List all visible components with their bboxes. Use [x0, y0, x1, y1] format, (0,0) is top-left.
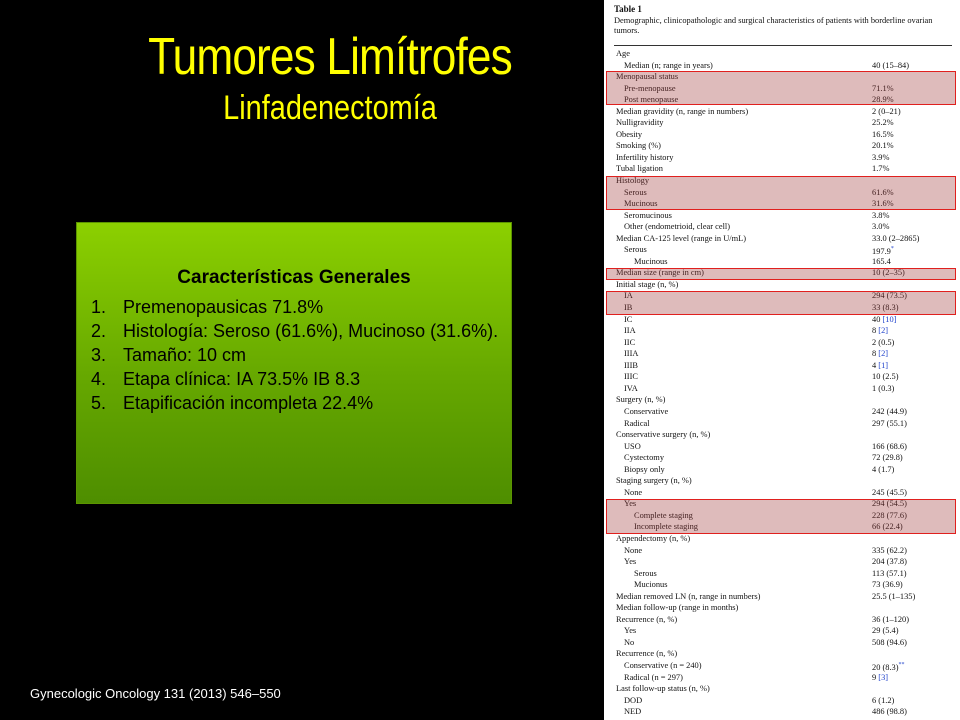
table-row	[614, 314, 952, 326]
table-row-label: IIIA	[624, 349, 639, 359]
table-row-value: 25.2%	[872, 118, 894, 128]
summary-item	[91, 391, 501, 415]
table-row-value: 25.5 (1–135)	[872, 591, 916, 601]
table-row	[614, 591, 952, 603]
table-row-label: USO	[624, 441, 641, 451]
table-row	[614, 637, 952, 649]
table-row	[614, 648, 952, 660]
table-label: Table 1	[614, 4, 642, 14]
table-row-value-cell	[872, 221, 889, 233]
table-row	[614, 614, 952, 626]
table-row-value: 335 (62.2)	[872, 545, 907, 555]
summary-item-number: 1.	[91, 297, 107, 317]
table-row-value-cell	[872, 695, 894, 707]
table-row	[614, 418, 952, 430]
table-row-label: No	[624, 637, 635, 647]
table-row-label: Serous	[624, 245, 647, 255]
table-row	[614, 394, 952, 406]
table-row-label: Median (n; range in years)	[624, 60, 713, 70]
table-row	[614, 233, 952, 245]
table-row-label: Mucionus	[634, 580, 668, 590]
table-row	[614, 279, 952, 291]
table-row-value: 8	[872, 326, 879, 336]
table-row-value-cell	[872, 233, 919, 245]
table-row-value: 3.0%	[872, 222, 890, 232]
table-row	[614, 406, 952, 418]
summary-box	[76, 222, 512, 504]
table-row	[614, 106, 952, 118]
table-row-value: 33 (8.3)	[872, 303, 899, 313]
table-row-value: 3.8%	[872, 210, 890, 220]
table-row-label: IVA	[624, 383, 638, 393]
table-row-value: 1 (0.3)	[872, 383, 895, 393]
table-row-ref: [1]	[878, 360, 889, 370]
table-row-value-cell	[872, 579, 903, 591]
table-row-label: Smoking (%)	[616, 141, 661, 151]
table-row-value: 242 (44.9)	[872, 406, 907, 416]
table-row-label: Tubal ligation	[616, 164, 663, 174]
table-row	[614, 556, 952, 568]
table-row-value-cell	[872, 360, 888, 372]
table-row-ref: [2]	[878, 326, 889, 336]
summary-item-number: 5.	[91, 393, 107, 413]
table-row-value: 508 (94.6)	[872, 637, 907, 647]
table-row	[614, 464, 952, 476]
summary-item	[91, 367, 501, 391]
table-row-label: IA	[624, 291, 633, 301]
table-row-label: Conservative (n = 240)	[624, 660, 702, 670]
table-row-value: 486 (98.8)	[872, 707, 907, 717]
table-row	[614, 429, 952, 441]
table-row-value-cell	[872, 314, 896, 326]
table-row-label: Histology	[616, 176, 650, 186]
table-row-value: 16.5%	[872, 129, 894, 139]
table-row-value: 204 (37.8)	[872, 557, 907, 567]
table-row-value: 73 (36.9)	[872, 580, 903, 590]
table-row-value-cell	[872, 106, 901, 118]
table-row-value-cell	[872, 591, 915, 603]
summary-list	[91, 295, 501, 415]
table-row	[614, 475, 952, 487]
table-row	[614, 244, 952, 256]
table-row-label: IC	[624, 314, 633, 324]
table-row-value: 294 (73.5)	[872, 291, 907, 301]
table-row-label: Nulligravidity	[616, 118, 664, 128]
summary-item-number: 3.	[91, 345, 107, 365]
table-row-value: 166 (68.6)	[872, 441, 907, 451]
table-row	[614, 256, 952, 268]
table-row-label: NED	[624, 707, 642, 717]
table-row	[614, 325, 952, 337]
table-row-value: 197.9	[872, 247, 891, 257]
table-row-value-cell	[872, 337, 894, 349]
table-row-label: Staging surgery (n, %)	[616, 476, 692, 486]
table-row	[614, 383, 952, 395]
table-row-label: Median follow-up (range in months)	[616, 603, 739, 613]
summary-item-text: Etapificación incompleta 22.4%	[123, 393, 374, 413]
table-row-label: IIIB	[624, 360, 638, 370]
table-row-value-cell	[872, 60, 909, 72]
table-row	[614, 371, 952, 383]
summary-heading: Características Generales	[177, 267, 411, 288]
table-row-value: 72 (29.8)	[872, 453, 903, 463]
table-row-label: Serous	[634, 568, 657, 578]
table-row-value-cell	[872, 129, 894, 141]
table-row	[614, 60, 952, 72]
summary-item-number: 2.	[91, 321, 107, 341]
table-row	[614, 360, 952, 372]
table-row-value-cell	[872, 706, 907, 718]
table-row-value-cell	[872, 406, 907, 418]
table-row-value: 10 (2.5)	[872, 372, 899, 382]
table-row-value: 29 (5.4)	[872, 626, 899, 636]
table-row-value-cell	[872, 256, 891, 268]
table-row	[614, 487, 952, 499]
table-row-value-cell	[872, 487, 907, 499]
table-row-value-cell	[872, 325, 888, 337]
table-row-value: 1.7%	[872, 164, 890, 174]
table-row-label: Radical	[624, 418, 650, 428]
summary-item	[91, 319, 501, 343]
table-row-label: IIC	[624, 337, 636, 347]
table-row-label: Post menopause	[624, 95, 679, 105]
table-row-label: Infertility history	[616, 152, 674, 162]
table-row-ref: [2]	[878, 349, 889, 359]
table-caption: Demographic, clinicopathologic and surgical characteristics of patients with borderline ovarian tumors.	[614, 16, 933, 35]
table-row-value-cell	[872, 464, 894, 476]
table-row-label: Median gravidity (n, range in numbers)	[616, 106, 749, 116]
highlight-histology	[606, 176, 956, 210]
table-row-label: Appendectomy (n, %)	[616, 533, 691, 543]
table-row-value-cell	[872, 614, 909, 626]
table-row-label: Median size (range in cm)	[616, 268, 704, 278]
table-row-value: 40 (15–84)	[872, 60, 909, 70]
table-row	[614, 452, 952, 464]
table-row-value: 245 (45.5)	[872, 487, 907, 497]
table-row-ref: [3]	[878, 672, 889, 682]
paper-table-image	[604, 0, 960, 720]
summary-item	[91, 343, 501, 367]
table-row-label: Conservative	[624, 406, 669, 416]
table-row-value-cell	[872, 441, 907, 453]
table-row	[614, 579, 952, 591]
table-row-value-cell	[872, 556, 907, 568]
table-row-value: 28.9%	[872, 95, 894, 105]
table-row-label: Yes	[624, 557, 637, 567]
table-row-label: Pre-menopause	[624, 83, 676, 93]
table-row-value: 66 (22.4)	[872, 522, 903, 532]
table-row	[614, 545, 952, 557]
table-row-value: 20 (8.3)	[872, 662, 899, 672]
table-row-label: Yes	[624, 626, 637, 636]
table-row-label: Recurrence (n, %)	[616, 614, 678, 624]
table-row	[614, 129, 952, 141]
table-row-value: 36 (1–120)	[872, 614, 909, 624]
table-row	[614, 568, 952, 580]
summary-item-number: 4.	[91, 369, 107, 389]
table-row	[614, 441, 952, 453]
table-row-ref: [10]	[882, 314, 897, 324]
table-row	[614, 695, 952, 707]
table-row-label: Menopausal status	[616, 72, 679, 82]
table-row-value: 71.1%	[872, 83, 894, 93]
highlight-staging	[606, 499, 956, 534]
summary-item	[91, 295, 501, 319]
table-row-label: Recurrence (n, %)	[616, 649, 678, 659]
slide-title: Tumores Limítrofes	[148, 28, 512, 86]
table-row-footnote-mark: **	[898, 661, 905, 668]
table-row-label: Surgery (n, %)	[616, 395, 666, 405]
table-row-value: 10 (2–35)	[872, 268, 905, 278]
table-row-value-cell	[872, 371, 899, 383]
table-row-value-cell	[872, 152, 889, 164]
table-row-label: Median CA-125 level (range in U/mL)	[616, 233, 747, 243]
table-row-value: 31.6%	[872, 199, 894, 209]
highlight-stage	[606, 291, 956, 315]
table-row	[614, 602, 952, 614]
table-row-value: 6 (1.2)	[872, 695, 895, 705]
table-row-value-cell	[872, 163, 889, 175]
table-row-value: 113 (57.1)	[872, 568, 907, 578]
table-row-value-cell	[872, 625, 899, 637]
table-row	[614, 337, 952, 349]
table-row-value-cell	[872, 210, 889, 222]
highlight-menopausal	[606, 71, 956, 105]
summary-item-text: Histología: Seroso (61.6%), Mucinoso (31.6%).	[123, 321, 499, 341]
table-row-value: 4 (1.7)	[872, 464, 895, 474]
table-row-label: Other (endometrioid, clear cell)	[624, 222, 731, 232]
table-row-value-cell	[872, 545, 907, 557]
table-row-label: Obesity	[616, 129, 643, 139]
table-row	[614, 152, 952, 164]
table-row-value-cell	[872, 672, 888, 684]
table-row-value: 2 (0.5)	[872, 337, 895, 347]
table-row-label: Yes	[624, 499, 637, 509]
table-row-label: Last follow-up status (n, %)	[616, 684, 710, 694]
table-row-value: 165.4	[872, 256, 891, 266]
table-row-value: 33.0 (2–2865)	[872, 233, 920, 243]
table-row-label: Incomplete staging	[634, 522, 698, 532]
table-row-value: 228 (77.6)	[872, 510, 907, 520]
table-row-label: None	[624, 487, 643, 497]
table-row-label: Median removed LN (n, range in numbers)	[616, 591, 761, 601]
table-row-value: 4	[872, 360, 879, 370]
summary-item-text: Premenopausicas 71.8%	[123, 297, 324, 317]
table-row	[614, 706, 952, 718]
table-row	[614, 683, 952, 695]
table-row-label: Cystectomy	[624, 453, 665, 463]
table-top-rule	[614, 45, 952, 46]
table-row-value-cell	[872, 568, 907, 580]
table-row-label: DOD	[624, 695, 643, 705]
table-row-label: Radical (n = 297)	[624, 672, 683, 682]
table-row-label: IB	[624, 303, 633, 313]
table-row-label: Seromucinous	[624, 210, 672, 220]
table-row-label: Conservative surgery (n, %)	[616, 430, 711, 440]
table-row-label: Initial stage (n, %)	[616, 279, 679, 289]
table-row-value-cell	[872, 383, 894, 395]
table-row-label: Serous	[624, 187, 647, 197]
table-row-value: 2 (0–21)	[872, 106, 901, 116]
table-row-value: 297 (55.1)	[872, 418, 907, 428]
table-row-value-cell	[872, 418, 907, 430]
table-row-value: 8	[872, 349, 879, 359]
table-row-value-cell	[872, 637, 907, 649]
table-row-label: Mucinous	[624, 199, 658, 209]
table-row	[614, 210, 952, 222]
table-row	[614, 660, 952, 672]
table-row	[614, 672, 952, 684]
table-row-value: 40	[872, 314, 883, 324]
table-row-value-cell	[872, 452, 903, 464]
table-row-value: 294 (54.5)	[872, 499, 907, 509]
table-row	[614, 48, 952, 60]
table-row-label: IIA	[624, 326, 636, 336]
table-row	[614, 625, 952, 637]
table-row-value-cell	[872, 140, 894, 152]
highlight-size	[606, 268, 956, 280]
table-body	[614, 48, 952, 718]
slide-subtitle: Linfadenectomía	[223, 89, 437, 127]
table-row-label: None	[624, 545, 643, 555]
table-row-value: 9	[872, 672, 879, 682]
citation: Gynecologic Oncology 131 (2013) 546–550	[30, 686, 281, 701]
table-row	[614, 140, 952, 152]
table-row-value: 20.1%	[872, 141, 894, 151]
table-row-value: 3.9%	[872, 152, 890, 162]
table-row-value-cell	[872, 117, 894, 129]
table-row	[614, 533, 952, 545]
table-row-value: 61.6%	[872, 187, 894, 197]
table-row	[614, 163, 952, 175]
table-row-footnote-mark: *	[890, 246, 894, 253]
table-row-label: Age	[616, 49, 630, 58]
table-row	[614, 117, 952, 129]
table-row	[614, 221, 952, 233]
summary-item-text: Etapa clínica: IA 73.5% IB 8.3	[123, 369, 361, 389]
table-row-label: Biopsy only	[624, 464, 665, 474]
table-row-label: Mucinous	[634, 256, 668, 266]
table-row-label: IIIC	[624, 372, 638, 382]
table-row-label: Complete staging	[634, 510, 693, 520]
table-row	[614, 348, 952, 360]
summary-item-text: Tamaño: 10 cm	[123, 345, 247, 365]
table-row-value-cell	[872, 348, 888, 360]
